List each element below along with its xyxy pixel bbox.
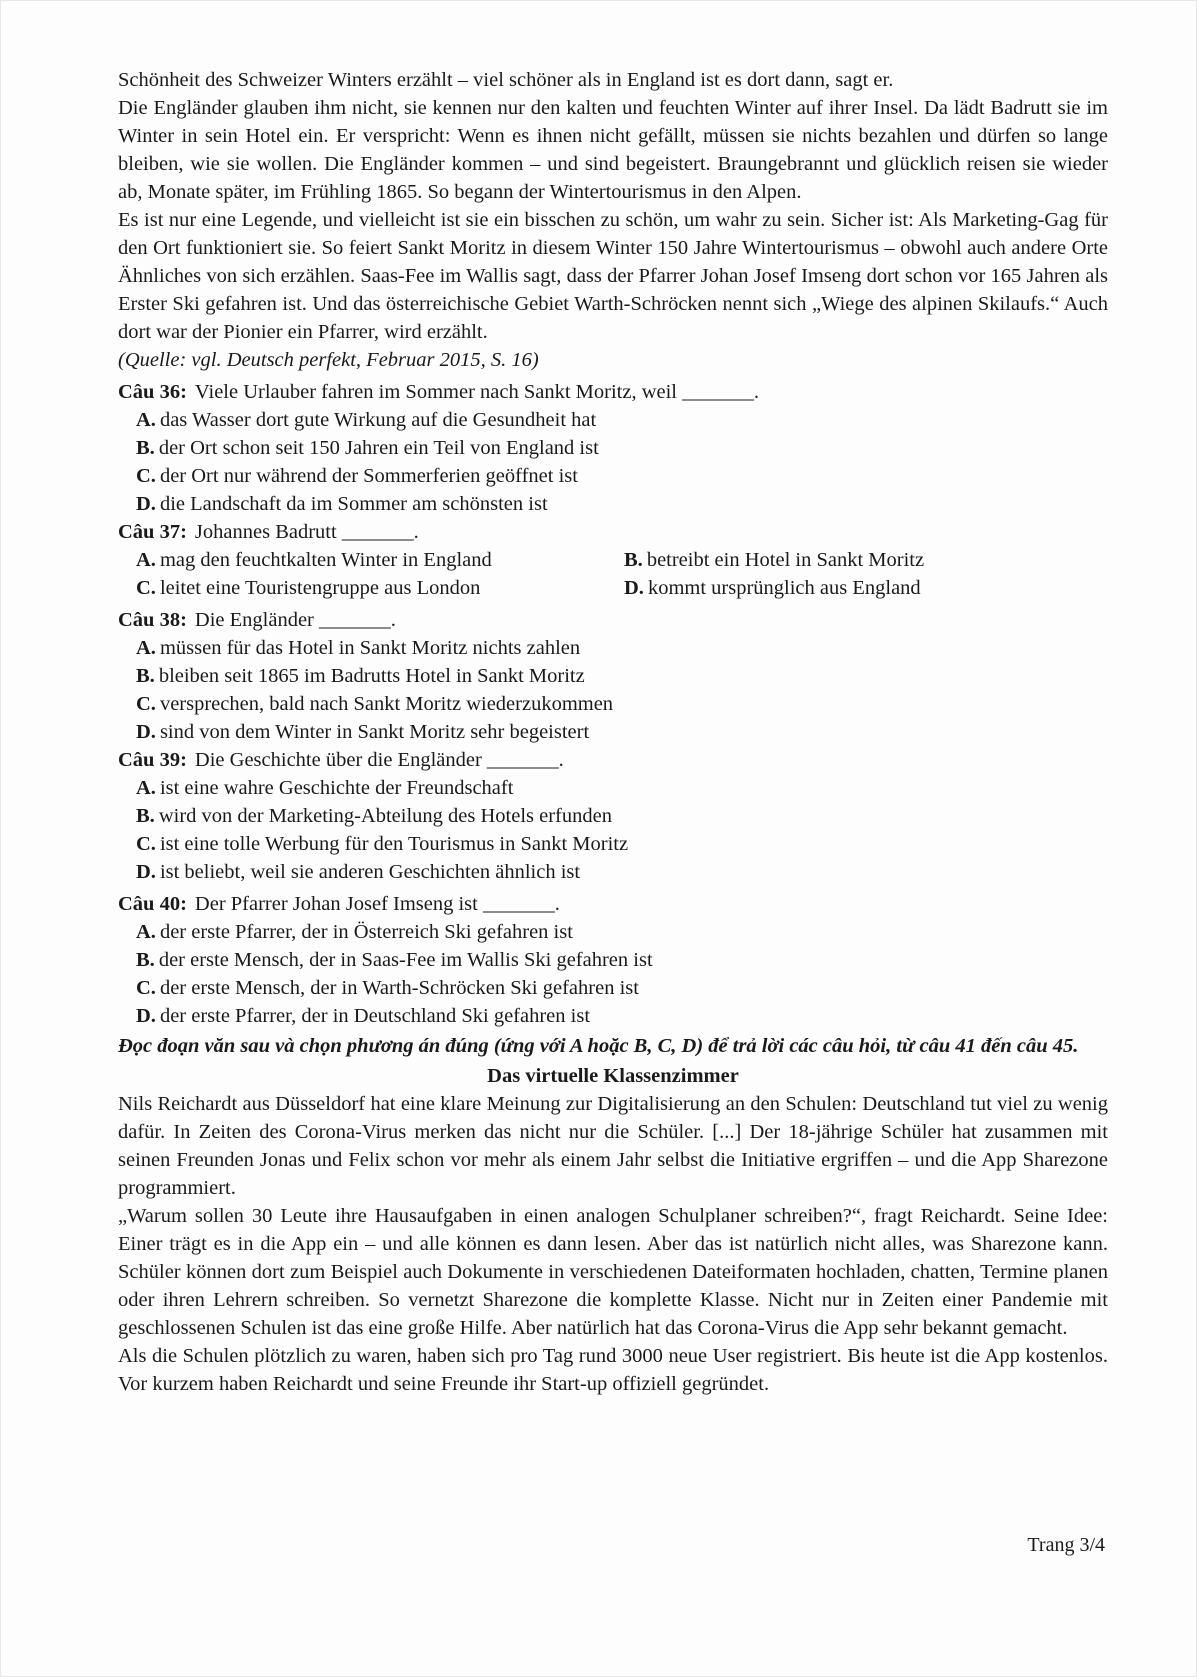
option-a[interactable]	[118, 774, 1108, 802]
option-a[interactable]	[118, 546, 606, 574]
option-letter: C.	[136, 693, 156, 715]
question-label: Câu 39:	[118, 749, 187, 771]
passage-1-line-1: Schönheit des Schweizer Winters erzählt – viel schöner als in England ist es dort dann, sagt er.	[118, 69, 894, 91]
passage-2-paragraph-2: „Warum sollen 30 Leute ihre Hausaufgaben in einen analogen Schulplaner schreiben?“, fragt Reichardt. Seine Idee: Einer trägt es in die App ein – und alle können es dann lesen. Aber das ist natürlich nicht alles, was Sharezone kann. Schüler können dort zum Beispiel auch Dokumente in verschiedenen Dateiformaten hochladen, chatten, Termine planen oder ihren Lehrern schreiben. So vernetzt Sharezone die komplette Klasse. Nicht nur in Zeiten einer Pandemie mit geschlossenen Schulen ist das eine große Hilfe. Aber natürlich hat das Corona-Virus die App sehr bekannt gemacht.	[118, 1205, 1108, 1339]
option-text: betreibt ein Hotel in Sankt Moritz	[646, 549, 925, 571]
passage-title: Das virtuelle Klassenzimmer	[487, 1065, 739, 1087]
question-37	[118, 518, 1108, 602]
question-39	[118, 746, 1108, 886]
question-label: Câu 37:	[118, 521, 187, 543]
option-text: die Landschaft da im Sommer am schönsten ist	[159, 493, 548, 515]
option-d[interactable]	[118, 718, 1108, 746]
option-text: der erste Pfarrer, der in Österreich Ski gefahren ist	[159, 921, 573, 943]
option-letter: A.	[136, 409, 156, 431]
option-b[interactable]	[118, 946, 1108, 974]
option-d[interactable]	[118, 858, 1108, 886]
option-text: ist eine tolle Werbung für den Tourismus in Sankt Moritz	[159, 833, 629, 855]
option-letter: B.	[136, 665, 155, 687]
section-instruction: Đọc đoạn văn sau và chọn phương án đúng (ứng với A hoặc B, C, D) để trả lời các câu hỏi, từ câu 41 đến câu 45.	[118, 1035, 1079, 1057]
passage-2-paragraph-1: Nils Reichardt aus Düsseldorf hat eine klare Meinung zur Digitalisierung an den Schulen: Deutschland tut viel zu wenig dafür. In Zeiten des Corona-Virus merken das nicht nur die Schüler. [...] Der 18-jährige Schüler hat zusammen mit seinen Freunden Jonas und Felix schon vor mehr als einem Jahr selbst die Initiative ergriffen – und die App Sharezone programmiert.	[118, 1093, 1108, 1199]
question-stem	[118, 378, 1108, 406]
question-label: Câu 38:	[118, 609, 187, 631]
question-stem	[118, 746, 1108, 774]
option-text: müssen für das Hotel in Sankt Moritz nichts zahlen	[159, 637, 581, 659]
option-letter: B.	[624, 549, 643, 571]
option-letter: B.	[136, 805, 155, 827]
question-stem	[118, 518, 1108, 546]
option-letter: B.	[136, 949, 155, 971]
question-label: Câu 36:	[118, 381, 187, 403]
option-letter: C.	[136, 977, 156, 999]
option-c[interactable]	[118, 574, 606, 602]
option-letter: A.	[136, 777, 156, 799]
question-text: Die Engländer _______.	[194, 609, 396, 631]
option-letter: D.	[136, 493, 156, 515]
page-content	[118, 66, 1108, 1398]
option-b[interactable]	[118, 434, 1108, 462]
option-text: wird von der Marketing-Abteilung des Hotels erfunden	[158, 805, 612, 827]
option-b[interactable]	[118, 662, 1108, 690]
option-text: ist beliebt, weil sie anderen Geschichten ähnlich ist	[159, 861, 581, 883]
option-c[interactable]	[118, 830, 1108, 858]
option-text: der Ort nur während der Sommerferien geöffnet ist	[159, 465, 578, 487]
question-38	[118, 606, 1108, 746]
option-d[interactable]	[118, 490, 1108, 518]
passage-2-paragraph-3: Als die Schulen plötzlich zu waren, haben sich pro Tag rund 3000 neue User registriert. Bis heute ist die App kostenlos. Vor kurzem haben Reichardt und seine Freunde ihr Start-up offiziell gegründet.	[118, 1345, 1108, 1395]
option-text: der erste Mensch, der in Warth-Schröcken Ski gefahren ist	[159, 977, 639, 999]
option-text: ist eine wahre Geschichte der Freundschaft	[159, 777, 514, 799]
question-label: Câu 40:	[118, 893, 187, 915]
option-letter: C.	[136, 577, 156, 599]
passage-1-paragraph-3: Es ist nur eine Legende, und vielleicht ist sie ein bisschen zu schön, um wahr zu sein. Sicher ist: Als Marketing-Gag für den Ort funktioniert sie. So feiert Sankt Moritz in diesem Winter 150 Jahre Wintertourismus – obwohl auch andere Orte Ähnliches von sich erzählen. Saas-Fee im Wallis sagt, dass der Pfarrer Johan Josef Imseng dort schon vor 165 Jahren als Erster Ski gefahren ist. Und das österreichische Gebiet Warth-Schröcken nennt sich „Wiege des alpinen Skilaufs.“ Auch dort war der Pionier ein Pfarrer, wird erzählt.	[118, 209, 1108, 343]
options-grid	[118, 546, 1108, 602]
question-text: Der Pfarrer Johan Josef Imseng ist _______.	[194, 893, 560, 915]
option-text: leitet eine Touristengruppe aus London	[159, 577, 481, 599]
option-a[interactable]	[118, 634, 1108, 662]
option-c[interactable]	[118, 462, 1108, 490]
question-text: Johannes Badrutt _______.	[194, 521, 419, 543]
option-a[interactable]	[118, 918, 1108, 946]
question-36	[118, 378, 1108, 518]
option-b[interactable]	[118, 802, 1108, 830]
option-letter: B.	[136, 437, 155, 459]
option-text: der erste Pfarrer, der in Deutschland Ski gefahren ist	[159, 1005, 591, 1027]
option-text: bleiben seit 1865 im Badrutts Hotel in Sankt Moritz	[158, 665, 585, 687]
option-letter: D.	[624, 577, 644, 599]
option-d[interactable]	[606, 574, 1108, 602]
option-text: versprechen, bald nach Sankt Moritz wiederzukommen	[159, 693, 614, 715]
page-number: Trang 3/4	[1027, 1534, 1105, 1556]
option-text: sind von dem Winter in Sankt Moritz sehr begeistert	[159, 721, 590, 743]
option-letter: A.	[136, 637, 156, 659]
option-text: kommt ursprünglich aus England	[647, 577, 921, 599]
option-b[interactable]	[606, 546, 1108, 574]
source-citation: (Quelle: vgl. Deutsch perfekt, Februar 2015, S. 16)	[118, 349, 539, 371]
option-letter: D.	[136, 861, 156, 883]
option-c[interactable]	[118, 690, 1108, 718]
passage-1-paragraph-2: Die Engländer glauben ihm nicht, sie kennen nur den kalten und feuchten Winter auf ihrer Insel. Da lädt Badrutt sie im Winter in sein Hotel ein. Er verspricht: Wenn es ihnen nicht gefällt, müssen sie nichts bezahlen und dürfen so lange bleiben, wie sie wollen. Die Engländer kommen – und sind begeistert. Braungebrannt und glücklich reisen sie wieder ab, Monate später, im Frühling 1865. So begann der Wintertourismus in den Alpen.	[118, 97, 1108, 203]
option-letter: A.	[136, 549, 156, 571]
option-letter: A.	[136, 921, 156, 943]
option-text: der erste Mensch, der in Saas-Fee im Wallis Ski gefahren ist	[158, 949, 653, 971]
option-text: der Ort schon seit 150 Jahren ein Teil von England ist	[158, 437, 599, 459]
question-text: Viele Urlauber fahren im Sommer nach Sankt Moritz, weil _______.	[194, 381, 760, 403]
option-d[interactable]	[118, 1002, 1108, 1030]
question-stem	[118, 890, 1108, 918]
option-c[interactable]	[118, 974, 1108, 1002]
question-stem	[118, 606, 1108, 634]
passage-1	[118, 66, 1108, 374]
option-letter: D.	[136, 1005, 156, 1027]
option-text: das Wasser dort gute Wirkung auf die Gesundheit hat	[159, 409, 597, 431]
question-text: Die Geschichte über die Engländer _______.	[194, 749, 564, 771]
option-letter: D.	[136, 721, 156, 743]
option-text: mag den feuchtkalten Winter in England	[159, 549, 492, 571]
option-letter: C.	[136, 465, 156, 487]
option-letter: C.	[136, 833, 156, 855]
option-a[interactable]	[118, 406, 1108, 434]
question-40	[118, 890, 1108, 1030]
passage-2	[118, 1062, 1108, 1398]
